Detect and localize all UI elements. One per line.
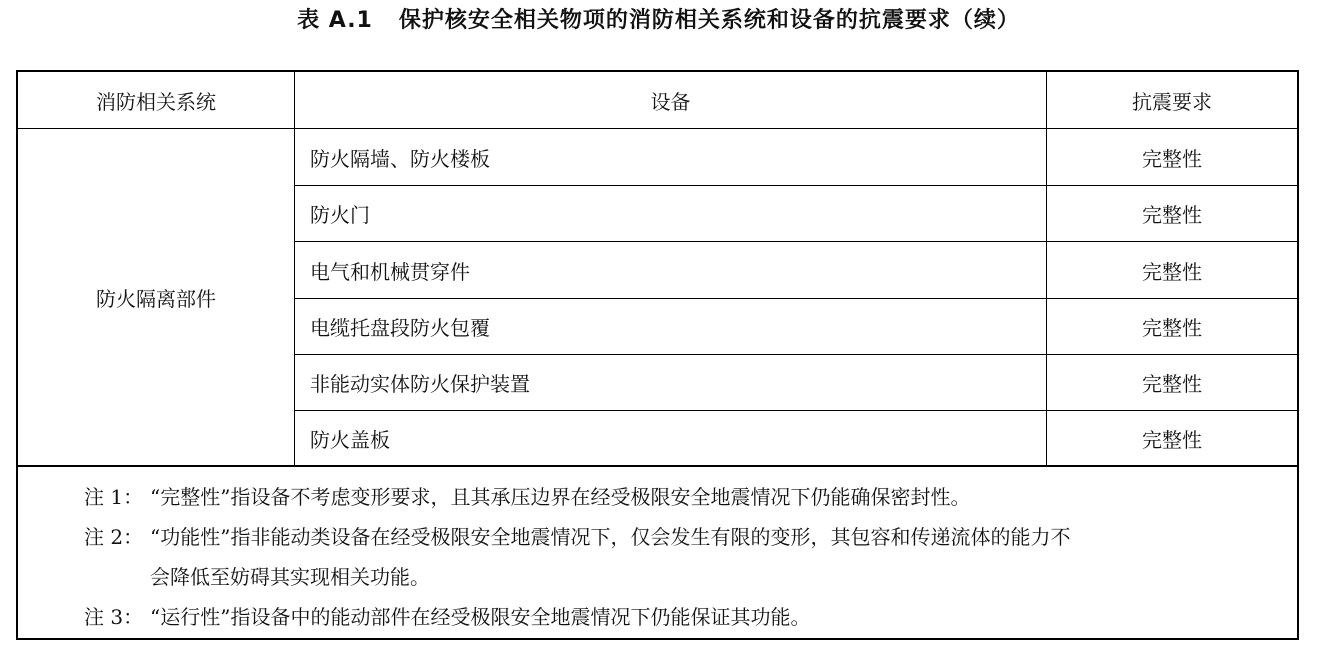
table-row-5-requirement: 完整性 [1142,372,1202,396]
system-group-cell: 防火隔离部件 [96,286,216,311]
table-row-1-requirement: 完整性 [1142,146,1202,171]
table-title: 保护核安全相关物项的消防相关系统和设备的抗震要求（续） [398,8,1020,33]
note-3 [84,597,810,637]
table-row-3-requirement: 完整性 [1142,259,1202,284]
note-3-label: 注 3： [84,605,144,629]
header-equipment: 设备 [650,89,691,114]
table-row-1-equipment: 防火隔墙、防火楼板 [310,146,490,171]
table-row-3-equipment: 电气和机械贯穿件 [310,259,470,284]
note-2 [84,517,1070,557]
header-seismic-requirement: 抗震要求 [1132,89,1212,114]
note-1-label: 注 1： [84,485,144,509]
table-row-5-equipment: 非能动实体防火保护装置 [310,372,530,396]
table-row-4-requirement: 完整性 [1142,316,1202,340]
header-system: 消防相关系统 [96,89,216,114]
table-row-2-equipment: 防火门 [310,203,370,227]
table-caption [0,3,1317,39]
seismic-requirements-table [16,70,1299,640]
table-row-6-requirement: 完整性 [1142,427,1202,452]
note-2-label: 注 2： [84,525,144,549]
table-row-2-requirement: 完整性 [1142,203,1202,227]
note-1-text: “完整性”指设备不考虑变形要求，且其承压边界在经受极限安全地震情况下仍能确保密封性。 [150,485,971,509]
column-rule-1 [294,72,295,466]
note-2-continuation: 会降低至妨碍其实现相关功能。 [150,565,430,589]
table-row-6-equipment: 防火盖板 [310,427,390,452]
table-number: 表 A.1 [297,8,373,33]
note-1 [84,477,970,517]
table-row-4-equipment: 电缆托盘段防火包覆 [310,316,490,340]
note-2-text: “功能性”指非能动类设备在经受极限安全地震情况下，仅会发生有限的变形，其包容和传递流体的能力不 [150,525,1071,549]
notes-rule [18,465,1297,467]
note-3-text: “运行性”指设备中的能动部件在经受极限安全地震情况下仍能保证其功能。 [150,605,811,629]
